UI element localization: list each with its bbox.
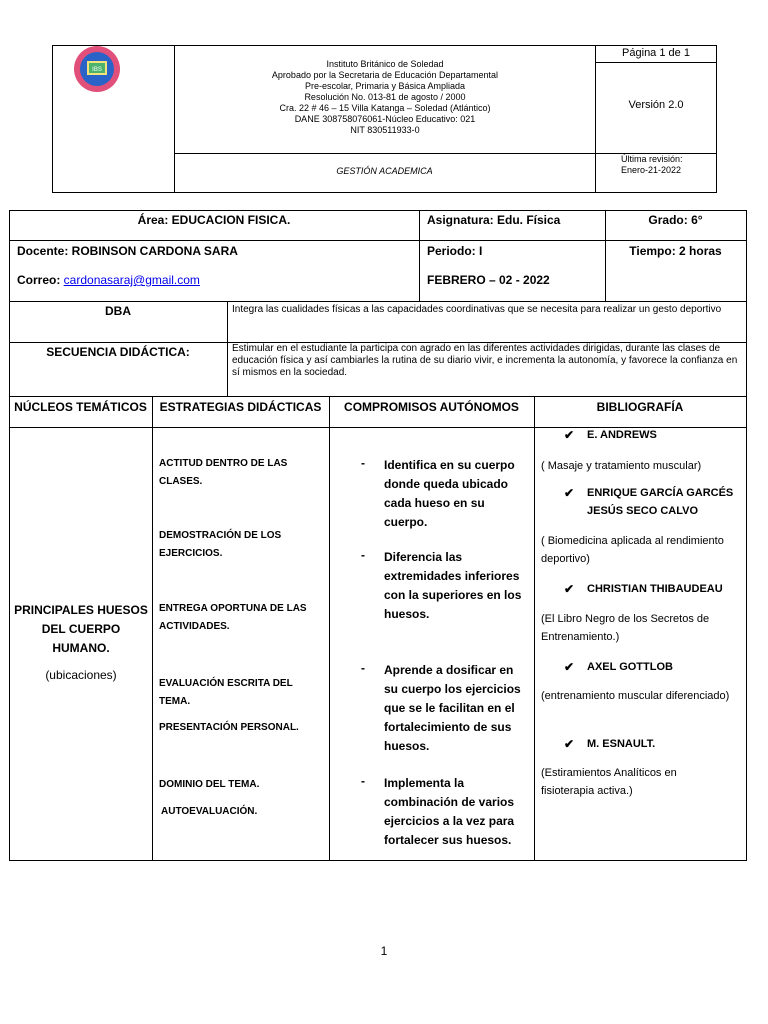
institution-line: Resolución No. 013-81 de agosto / 2000 <box>304 92 466 102</box>
check-icon: ✔ <box>564 737 575 751</box>
table-border <box>534 396 535 861</box>
compromiso-item: Identifica en su cuerpo donde queda ubicado cada hueso en su cuerpo. <box>384 458 515 529</box>
secuencia-text: Estimular en el estudiante la participa con agrado en las diferentes actividades dirigidas, durante las clases de educación física y así cambiarles la rutina de su diario vivir, e incrementa la autonomía, y favorece la confianza en sí mismos en la sociedad. <box>232 343 738 378</box>
svg-text:IBS: IBS <box>92 67 102 73</box>
bullet-dash: - <box>361 456 365 470</box>
estrategia-item: AUTOEVALUACIÓN. <box>161 806 258 817</box>
header-divider <box>595 62 717 63</box>
bib-author: M. ESNAULT. <box>587 738 656 750</box>
revision-date: Enero-21-2022 <box>621 165 682 175</box>
column-header: ESTRATEGIAS DIDÁCTICAS <box>159 400 322 414</box>
table-border <box>227 301 228 396</box>
bib-author: CHRISTIAN THIBAUDEAU <box>587 583 723 595</box>
column-header: COMPROMISOS AUTÓNOMOS <box>344 400 519 414</box>
estrategia-item: DEMOSTRACIÓN DE LOS EJERCICIOS. <box>159 530 282 559</box>
compromiso-item: Aprende a dosificar en su cuerpo los ejercicios que se le facilitan en el fortalecimiento de sus huesos. <box>384 663 521 753</box>
section-title: GESTIÓN ACADEMICA <box>336 166 433 176</box>
nucleo-title: PRINCIPALES HUESOS DEL CUERPO HUMANO. <box>14 603 148 655</box>
dba-text: Integra las cualidades físicas a las capacidades coordinativas que se necesita para realizar un gesto deportivo <box>232 304 722 315</box>
asignatura-label: Asignatura: Edu. Física <box>427 213 561 227</box>
bib-work: (entrenamiento muscular diferenciado) <box>541 690 730 702</box>
revision-label: Última revisión: <box>621 154 683 164</box>
institution-line: Pre-escolar, Primaria y Básica Ampliada <box>304 81 466 91</box>
bullet-dash: - <box>361 774 365 788</box>
header-divider <box>595 45 596 193</box>
revision-info <box>621 154 715 176</box>
estrategia-item: PRESENTACIÓN PERSONAL. <box>159 722 299 733</box>
table-border <box>9 396 747 397</box>
table-border <box>329 396 330 861</box>
school-logo <box>73 45 121 93</box>
correo-label: Correo: <box>17 273 64 287</box>
compromiso-item: Diferencia las extremidades inferiores con la superiores en los huesos. <box>384 550 522 621</box>
check-icon: ✔ <box>564 660 575 674</box>
table-border <box>152 396 153 861</box>
estrategia-item: DOMINIO DEL TEMA. <box>159 779 260 790</box>
table-border <box>746 210 747 861</box>
compromiso-item: Implementa la combinación de varios ejercicios a la vez para fortalecer sus huesos. <box>384 776 515 847</box>
institution-line: Cra. 22 # 46 – 15 Villa Katanga – Soledad (Atlántico) <box>279 103 491 113</box>
page-label: Página 1 de 1 <box>622 47 690 59</box>
area-label: Área: EDUCACION FISICA. <box>137 213 291 227</box>
check-icon: ✔ <box>564 428 575 442</box>
bib-work: (El Libro Negro de los Secretos de Entrenamiento.) <box>541 613 710 643</box>
nucleo-subtitle: (ubicaciones) <box>45 668 117 682</box>
table-border <box>419 210 420 301</box>
page-number: 1 <box>380 944 388 958</box>
bib-author: AXEL GOTTLOB <box>587 661 673 673</box>
estrategia-item: ENTREGA OPORTUNA DE LAS ACTIVIDADES. <box>159 603 307 632</box>
table-border <box>9 240 747 241</box>
bib-work: ( Biomedicina aplicada al rendimiento deportivo) <box>541 535 724 565</box>
check-icon: ✔ <box>564 486 575 500</box>
tiempo-label: Tiempo: 2 horas <box>629 244 722 258</box>
email-link[interactable]: cardonasaraj@gmail.com <box>63 273 200 287</box>
estrategia-item: EVALUACIÓN ESCRITA DEL TEMA. <box>159 678 293 707</box>
table-border <box>9 860 747 861</box>
periodo-label: Periodo: I <box>427 244 483 258</box>
table-border <box>9 301 747 302</box>
bullet-dash: - <box>361 548 365 562</box>
correo-row <box>17 273 200 287</box>
estrategia-item: ACTITUD DENTRO DE LAS CLASES. <box>159 458 288 487</box>
institution-line: Instituto Británico de Soledad <box>326 59 444 69</box>
secuencia-label: SECUENCIA DIDÁCTICA: <box>46 345 190 359</box>
column-header: NÚCLEOS TEMÁTICOS <box>14 400 147 414</box>
docente-label: Docente: ROBINSON CARDONA SARA <box>17 244 238 258</box>
bib-work: (Estiramientos Analíticos en fisioterapia activa.) <box>541 767 677 797</box>
column-header: BIBLIOGRAFÍA <box>596 400 684 414</box>
institution-line: DANE 308758076061-Núcleo Educativo: 021 <box>294 114 476 124</box>
check-icon: ✔ <box>564 582 575 596</box>
dba-label: DBA <box>105 304 131 318</box>
institution-info <box>230 59 540 136</box>
institution-line: Aprobado por la Secretaria de Educación Departamental <box>271 70 499 80</box>
bib-work: ( Masaje y tratamiento muscular) <box>541 460 702 472</box>
table-border <box>9 210 747 211</box>
institution-line: NIT 830511933-0 <box>350 125 420 135</box>
version-label: Versión 2.0 <box>628 99 684 111</box>
bullet-dash: - <box>361 661 365 675</box>
bib-author: E. ANDREWS <box>587 429 657 441</box>
fecha-label: FEBRERO – 02 - 2022 <box>427 273 550 287</box>
grado-label: Grado: 6° <box>648 213 703 227</box>
bib-author: ENRIQUE GARCÍA GARCÉS JESÚS SECO CALVO <box>587 487 734 517</box>
